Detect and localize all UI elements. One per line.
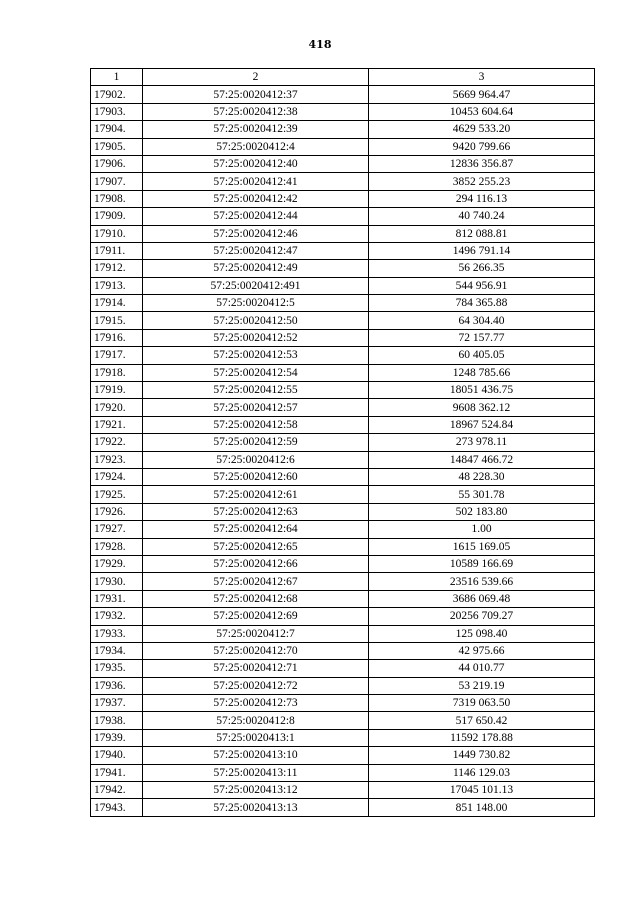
cadastral-number-cell: 57:25:0020412:6 xyxy=(143,451,369,468)
cadastral-value-cell: 125 098.40 xyxy=(369,625,595,642)
table-row xyxy=(91,364,595,381)
cadastral-value-cell: 40 740.24 xyxy=(369,208,595,225)
cadastral-number-cell: 57:25:0020412:47 xyxy=(143,242,369,259)
row-number-cell: 17929. xyxy=(91,555,143,572)
table-row xyxy=(91,155,595,172)
cadastral-number-cell: 57:25:0020412:53 xyxy=(143,347,369,364)
row-number-cell: 17933. xyxy=(91,625,143,642)
cadastral-number-cell: 57:25:0020413:12 xyxy=(143,782,369,799)
table-row xyxy=(91,277,595,294)
cadastral-number-cell: 57:25:0020412:55 xyxy=(143,382,369,399)
table-row xyxy=(91,538,595,555)
table-row xyxy=(91,712,595,729)
table-row xyxy=(91,138,595,155)
cadastral-number-cell: 57:25:0020412:67 xyxy=(143,573,369,590)
cadastral-number-cell: 57:25:0020412:41 xyxy=(143,173,369,190)
cadastral-value-cell: 544 956.91 xyxy=(369,277,595,294)
cadastral-number-cell: 57:25:0020412:44 xyxy=(143,208,369,225)
cadastral-value-cell: 10589 166.69 xyxy=(369,555,595,572)
table-row xyxy=(91,399,595,416)
row-number-cell: 17916. xyxy=(91,329,143,346)
table-row xyxy=(91,799,595,816)
table-header-row xyxy=(91,69,595,86)
cadastral-value-cell: 14847 466.72 xyxy=(369,451,595,468)
cadastral-value-cell: 5669 964.47 xyxy=(369,86,595,103)
table-row xyxy=(91,608,595,625)
cadastral-value-cell: 1449 730.82 xyxy=(369,747,595,764)
page-number: 418 xyxy=(308,38,332,51)
cadastral-value-cell: 273 978.11 xyxy=(369,434,595,451)
cadastral-value-cell: 17045 101.13 xyxy=(369,782,595,799)
row-number-cell: 17902. xyxy=(91,86,143,103)
cadastral-number-cell: 57:25:0020412:73 xyxy=(143,695,369,712)
table-row xyxy=(91,573,595,590)
row-number-cell: 17909. xyxy=(91,208,143,225)
table-row xyxy=(91,729,595,746)
cadastral-value-cell: 18051 436.75 xyxy=(369,382,595,399)
table-row xyxy=(91,677,595,694)
table-row xyxy=(91,312,595,329)
table-row xyxy=(91,295,595,312)
cadastral-value-cell: 53 219.19 xyxy=(369,677,595,694)
cadastral-value-cell: 23516 539.66 xyxy=(369,573,595,590)
row-number-cell: 17914. xyxy=(91,295,143,312)
cadastral-number-cell: 57:25:0020412:49 xyxy=(143,260,369,277)
cadastral-value-cell: 784 365.88 xyxy=(369,295,595,312)
table-row xyxy=(91,747,595,764)
row-number-cell: 17934. xyxy=(91,642,143,659)
cadastral-number-cell: 57:25:0020412:63 xyxy=(143,503,369,520)
cadastral-value-cell: 12836 356.87 xyxy=(369,155,595,172)
cadastral-number-cell: 57:25:0020412:52 xyxy=(143,329,369,346)
table-row xyxy=(91,225,595,242)
cadastral-value-cell: 42 975.66 xyxy=(369,642,595,659)
table-row xyxy=(91,695,595,712)
cadastral-number-cell: 57:25:0020412:71 xyxy=(143,660,369,677)
table-row xyxy=(91,764,595,781)
row-number-cell: 17943. xyxy=(91,799,143,816)
cadastral-value-cell: 72 157.77 xyxy=(369,329,595,346)
row-number-cell: 17917. xyxy=(91,347,143,364)
row-number-cell: 17935. xyxy=(91,660,143,677)
cadastral-value-cell: 9608 362.12 xyxy=(369,399,595,416)
table-row xyxy=(91,503,595,520)
cadastral-value-cell: 11592 178.88 xyxy=(369,729,595,746)
table-row xyxy=(91,555,595,572)
table-row xyxy=(91,329,595,346)
table-row xyxy=(91,468,595,485)
row-number-cell: 17919. xyxy=(91,382,143,399)
cadastral-number-cell: 57:25:0020412:42 xyxy=(143,190,369,207)
cadastral-value-cell: 851 148.00 xyxy=(369,799,595,816)
cadastral-number-cell: 57:25:0020412:70 xyxy=(143,642,369,659)
cadastral-number-cell: 57:25:0020413:13 xyxy=(143,799,369,816)
row-number-cell: 17938. xyxy=(91,712,143,729)
cadastral-value-cell: 1496 791.14 xyxy=(369,242,595,259)
cadastral-number-cell: 57:25:0020412:59 xyxy=(143,434,369,451)
table-row xyxy=(91,86,595,103)
row-number-cell: 17939. xyxy=(91,729,143,746)
table-row xyxy=(91,642,595,659)
cadastral-number-cell: 57:25:0020413:10 xyxy=(143,747,369,764)
row-number-cell: 17907. xyxy=(91,173,143,190)
row-number-cell: 17942. xyxy=(91,782,143,799)
table-body xyxy=(91,69,595,817)
row-number-cell: 17908. xyxy=(91,190,143,207)
cadastral-number-cell: 57:25:0020412:8 xyxy=(143,712,369,729)
cadastral-number-cell: 57:25:0020412:68 xyxy=(143,590,369,607)
cadastral-number-cell: 57:25:0020412:64 xyxy=(143,521,369,538)
table-row xyxy=(91,347,595,364)
row-number-cell: 17926. xyxy=(91,503,143,520)
row-number-cell: 17913. xyxy=(91,277,143,294)
cadastral-value-cell: 56 266.35 xyxy=(369,260,595,277)
cadastral-value-cell: 55 301.78 xyxy=(369,486,595,503)
table-row xyxy=(91,416,595,433)
cadastral-value-cell: 7319 063.50 xyxy=(369,695,595,712)
cadastral-number-cell: 57:25:0020412:491 xyxy=(143,277,369,294)
row-number-cell: 17931. xyxy=(91,590,143,607)
cadastral-number-cell: 57:25:0020412:39 xyxy=(143,121,369,138)
row-number-cell: 17903. xyxy=(91,103,143,120)
table-row xyxy=(91,660,595,677)
row-number-cell: 17920. xyxy=(91,399,143,416)
cadastral-number-cell: 57:25:0020412:5 xyxy=(143,295,369,312)
cadastral-value-cell: 44 010.77 xyxy=(369,660,595,677)
table-row xyxy=(91,434,595,451)
cadastral-value-table xyxy=(90,68,595,817)
row-number-cell: 17915. xyxy=(91,312,143,329)
table-row xyxy=(91,260,595,277)
cadastral-value-cell: 1248 785.66 xyxy=(369,364,595,381)
table-row xyxy=(91,208,595,225)
cadastral-number-cell: 57:25:0020412:66 xyxy=(143,555,369,572)
cadastral-value-cell: 1146 129.03 xyxy=(369,764,595,781)
cadastral-value-cell: 18967 524.84 xyxy=(369,416,595,433)
table-row xyxy=(91,242,595,259)
cadastral-number-cell: 57:25:0020412:69 xyxy=(143,608,369,625)
cadastral-value-cell: 20256 709.27 xyxy=(369,608,595,625)
table-row xyxy=(91,382,595,399)
table-row xyxy=(91,451,595,468)
table-row xyxy=(91,103,595,120)
cadastral-value-cell: 48 228.30 xyxy=(369,468,595,485)
cadastral-value-cell: 517 650.42 xyxy=(369,712,595,729)
row-number-cell: 17905. xyxy=(91,138,143,155)
cadastral-number-cell: 57:25:0020412:65 xyxy=(143,538,369,555)
cadastral-value-cell: 812 088.81 xyxy=(369,225,595,242)
cadastral-value-cell: 9420 799.66 xyxy=(369,138,595,155)
row-number-cell: 17918. xyxy=(91,364,143,381)
row-number-cell: 17923. xyxy=(91,451,143,468)
cadastral-value-cell: 60 405.05 xyxy=(369,347,595,364)
table-row xyxy=(91,486,595,503)
cadastral-value-cell: 1.00 xyxy=(369,521,595,538)
cadastral-number-cell: 57:25:0020412:40 xyxy=(143,155,369,172)
cadastral-number-cell: 57:25:0020412:58 xyxy=(143,416,369,433)
cadastral-number-cell: 57:25:0020413:11 xyxy=(143,764,369,781)
row-number-cell: 17904. xyxy=(91,121,143,138)
cadastral-value-cell: 502 183.80 xyxy=(369,503,595,520)
cadastral-number-cell: 57:25:0020412:37 xyxy=(143,86,369,103)
cadastral-number-cell: 57:25:0020412:46 xyxy=(143,225,369,242)
row-number-cell: 17932. xyxy=(91,608,143,625)
table-row xyxy=(91,173,595,190)
cadastral-number-cell: 57:25:0020412:38 xyxy=(143,103,369,120)
table-row xyxy=(91,625,595,642)
cadastral-number-cell: 57:25:0020412:57 xyxy=(143,399,369,416)
row-number-cell: 17906. xyxy=(91,155,143,172)
cadastral-number-cell: 57:25:0020412:60 xyxy=(143,468,369,485)
row-number-cell: 17930. xyxy=(91,573,143,590)
table-row xyxy=(91,521,595,538)
row-number-cell: 17925. xyxy=(91,486,143,503)
row-number-cell: 17910. xyxy=(91,225,143,242)
cadastral-value-cell: 294 116.13 xyxy=(369,190,595,207)
row-number-cell: 17921. xyxy=(91,416,143,433)
row-number-cell: 17928. xyxy=(91,538,143,555)
cadastral-number-cell: 57:25:0020412:50 xyxy=(143,312,369,329)
cadastral-value-cell: 3686 069.48 xyxy=(369,590,595,607)
header-cell-3: 3 xyxy=(369,69,595,86)
cadastral-value-cell: 4629 533.20 xyxy=(369,121,595,138)
row-number-cell: 17924. xyxy=(91,468,143,485)
cadastral-number-cell: 57:25:0020412:72 xyxy=(143,677,369,694)
header-cell-1: 1 xyxy=(91,69,143,86)
row-number-cell: 17941. xyxy=(91,764,143,781)
row-number-cell: 17922. xyxy=(91,434,143,451)
row-number-cell: 17940. xyxy=(91,747,143,764)
row-number-cell: 17927. xyxy=(91,521,143,538)
row-number-cell: 17912. xyxy=(91,260,143,277)
cadastral-value-cell: 10453 604.64 xyxy=(369,103,595,120)
header-cell-2: 2 xyxy=(143,69,369,86)
cadastral-number-cell: 57:25:0020412:61 xyxy=(143,486,369,503)
row-number-cell: 17937. xyxy=(91,695,143,712)
row-number-cell: 17911. xyxy=(91,242,143,259)
cadastral-value-cell: 1615 169.05 xyxy=(369,538,595,555)
cadastral-value-cell: 64 304.40 xyxy=(369,312,595,329)
cadastral-value-cell: 3852 255.23 xyxy=(369,173,595,190)
table-row xyxy=(91,190,595,207)
cadastral-number-cell: 57:25:0020412:4 xyxy=(143,138,369,155)
cadastral-number-cell: 57:25:0020413:1 xyxy=(143,729,369,746)
table-row xyxy=(91,590,595,607)
cadastral-number-cell: 57:25:0020412:7 xyxy=(143,625,369,642)
cadastral-number-cell: 57:25:0020412:54 xyxy=(143,364,369,381)
row-number-cell: 17936. xyxy=(91,677,143,694)
table-row xyxy=(91,121,595,138)
table-row xyxy=(91,782,595,799)
